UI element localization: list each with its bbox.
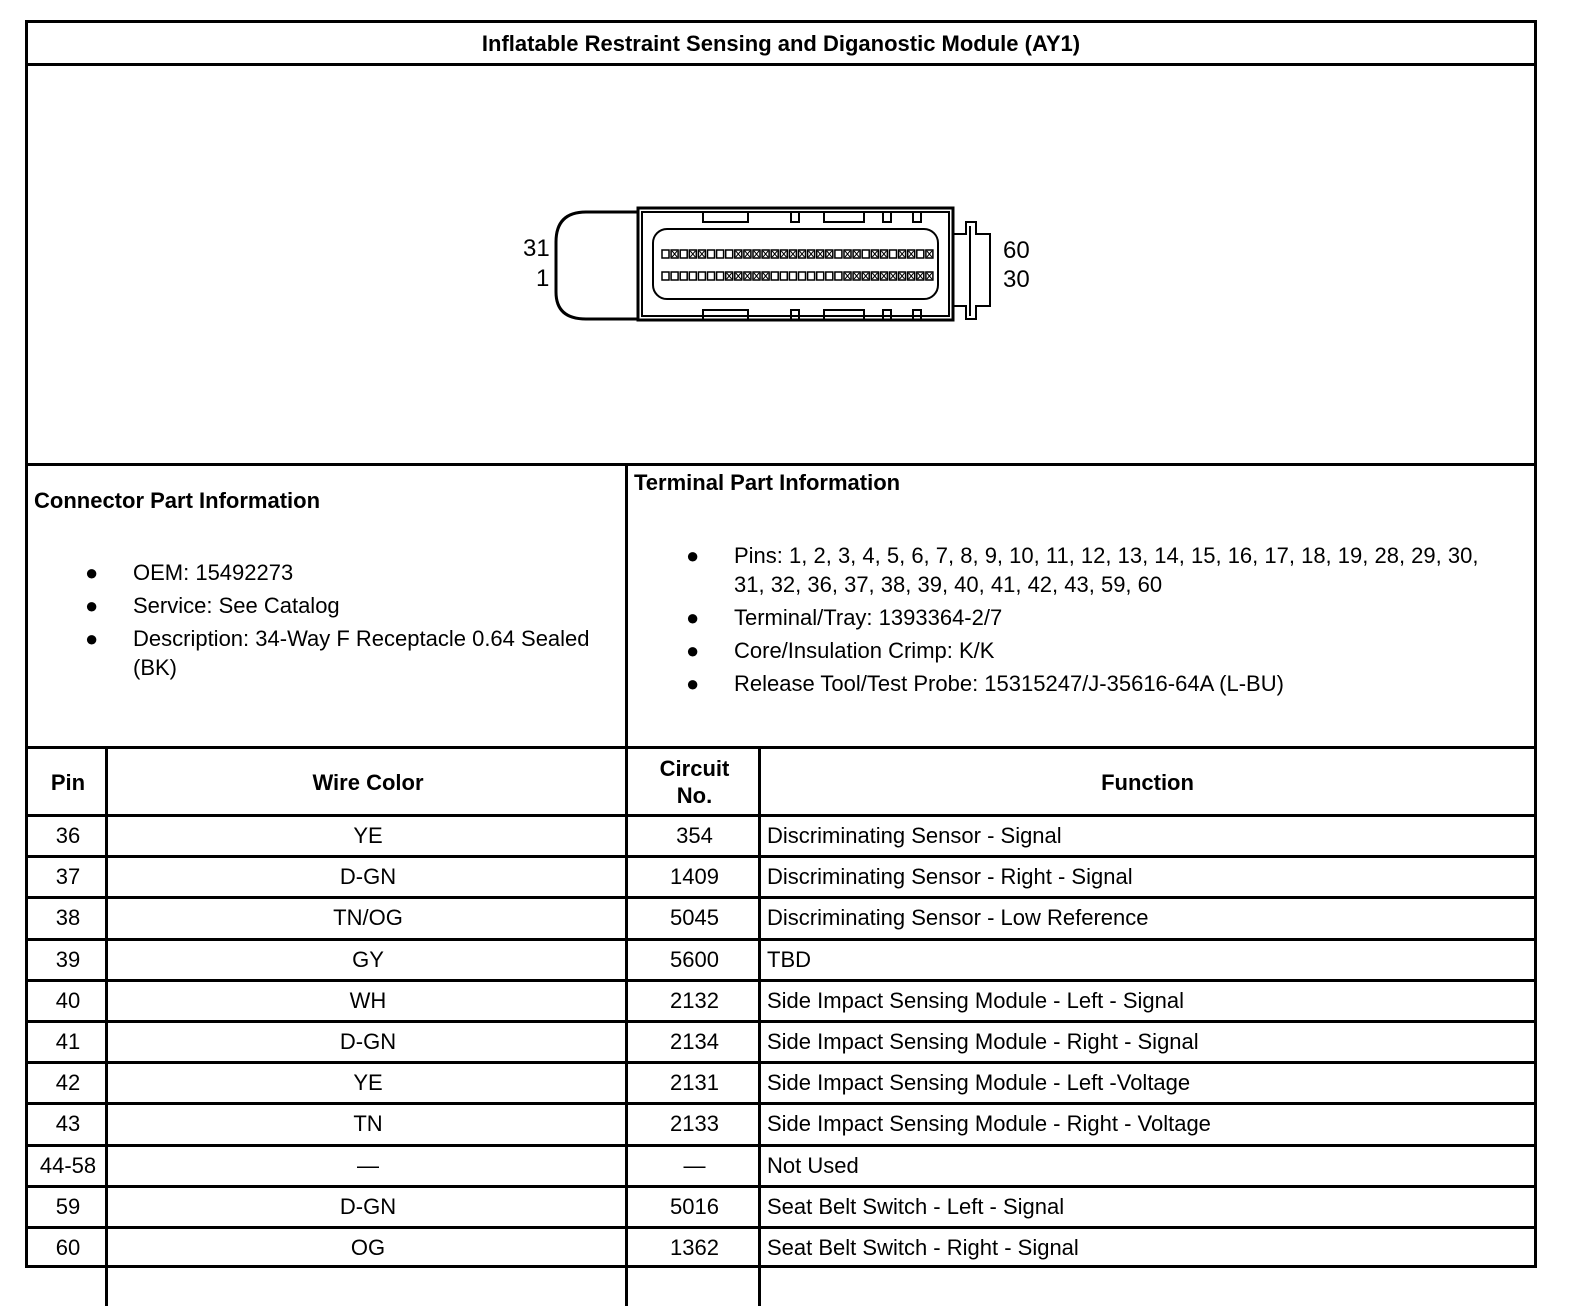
pin-label-31: 31 [523, 235, 550, 262]
terminal-tray-text: Terminal/Tray: 1393364-2/7 [734, 605, 1003, 630]
function-cell: Side Impact Sensing Module - Left -Voltage [767, 1070, 1191, 1096]
header-wire-color: Wire Color [312, 769, 424, 795]
wire-color-cell: TN [353, 1111, 383, 1137]
wire-color-cell: TN/OG [333, 905, 403, 931]
connector-info-heading: Connector Part Information [34, 488, 321, 513]
circuit-cell: 5045 [670, 905, 719, 931]
pin-x-mark [918, 273, 923, 279]
pin-cell: 39 [55, 946, 81, 972]
pin-cell: 60 [55, 1235, 81, 1261]
pin-cavity [826, 272, 833, 280]
wire-color-cell: YE [353, 823, 383, 849]
pin-cell: 44-58 [39, 1152, 97, 1178]
pin-cavity [708, 250, 715, 258]
pin-x-mark [881, 273, 886, 279]
pin-x-mark [881, 251, 886, 257]
page-title: Inflatable Restraint Sensing and Diganostic Module (AY1) [481, 31, 1081, 56]
wire-color-cell: — [357, 1152, 379, 1178]
function-cell: Discriminating Sensor - Right - Signal [767, 864, 1133, 890]
pin-x-mark [727, 273, 732, 279]
pin-cavity [917, 250, 924, 258]
wire-color-cell: D-GN [339, 1193, 397, 1219]
list-item: ● OEM: 15492273 [85, 560, 294, 585]
terminal-info-list [686, 541, 1514, 698]
pin-cavity [698, 272, 705, 280]
divider [28, 463, 1534, 466]
pin-cavity [680, 250, 687, 258]
crimp-text: Core/Insulation Crimp: K/K [734, 638, 995, 663]
wire-color-cell: GY [352, 946, 384, 972]
pin-cavity [726, 250, 733, 258]
pin-x-mark [745, 251, 750, 257]
function-cell: Discriminating Sensor - Signal [767, 823, 1062, 849]
pin-x-mark [909, 273, 914, 279]
function-cell: Side Impact Sensing Module - Left - Signal [767, 987, 1185, 1013]
connector-info-list [85, 558, 593, 682]
pin-x-mark [845, 251, 850, 257]
pin-cell: 36 [55, 823, 81, 849]
circuit-cell: 2132 [670, 987, 719, 1013]
terminal-info-heading: Terminal Part Information [634, 470, 901, 495]
pin-x-mark [854, 251, 859, 257]
list-item: ● Core/Insulation Crimp: K/K [686, 638, 995, 663]
header-circuit-no: Circuit No. [659, 756, 730, 808]
pin-cavity [771, 272, 778, 280]
header-function: Function [1101, 769, 1194, 795]
wire-color-cell: YE [353, 1070, 383, 1096]
pin-cavity [799, 272, 806, 280]
function-cell: Side Impact Sensing Module - Right - Signal [767, 1029, 1199, 1055]
pin-cavity [662, 272, 669, 280]
function-cell: TBD [767, 946, 811, 972]
circuit-cell: 354 [676, 823, 713, 849]
wire-color-cell: D-GN [339, 864, 397, 890]
connector-table [25, 20, 1537, 1268]
header-pin: Pin [50, 769, 86, 795]
pin-cavity [862, 250, 869, 258]
pin-cavity [890, 250, 897, 258]
pin-x-mark [927, 273, 932, 279]
pin-x-mark [736, 251, 741, 257]
pin-x-mark [790, 251, 795, 257]
connector-drawing [28, 66, 1534, 466]
pin-x-mark [900, 251, 905, 257]
pin-cell: 41 [55, 1029, 81, 1055]
pin-x-mark [690, 251, 695, 257]
pin-x-mark [754, 251, 759, 257]
function-cell: Seat Belt Switch - Left - Signal [767, 1193, 1065, 1219]
function-cell: Discriminating Sensor - Low Reference [767, 905, 1149, 931]
circuit-cell: 2134 [670, 1029, 719, 1055]
pin-cavity [789, 272, 796, 280]
pin-x-mark [927, 251, 932, 257]
circuit-cell: 5016 [670, 1193, 719, 1219]
wire-color-cell: WH [349, 987, 387, 1013]
pin-x-mark [872, 251, 877, 257]
pin-x-mark [827, 251, 832, 257]
description-text: Description: 34-Way F Receptacle 0.64 Sealed (BK) [133, 626, 590, 680]
service-text: Service: See Catalog [133, 593, 340, 618]
pin-label-30: 30 [1003, 266, 1030, 293]
pin-x-mark [909, 251, 914, 257]
pin-cell: 38 [55, 905, 81, 931]
pin-cavity [689, 272, 696, 280]
pin-label-1: 1 [536, 265, 550, 292]
pin-x-mark [763, 273, 768, 279]
pin-cavity [808, 272, 815, 280]
list-item: ● Terminal/Tray: 1393364-2/7 [686, 605, 1003, 630]
circuit-cell: 1409 [670, 864, 719, 890]
circuit-cell: 2131 [670, 1070, 719, 1096]
function-cell: Side Impact Sensing Module - Right - Voltage [767, 1111, 1211, 1137]
wire-color-cell: OG [350, 1235, 386, 1261]
pin-cavity [835, 250, 842, 258]
pin-cavity [717, 250, 724, 258]
pin-cell: 43 [55, 1111, 81, 1137]
oem-text: OEM: 15492273 [133, 560, 294, 585]
pin-x-mark [745, 273, 750, 279]
function-cell: Seat Belt Switch - Right - Signal [767, 1235, 1079, 1261]
pin-x-mark [818, 251, 823, 257]
pin-x-mark [900, 273, 905, 279]
pin-x-mark [736, 273, 741, 279]
pin-x-mark [672, 251, 677, 257]
function-cell: Not Used [767, 1152, 859, 1178]
pin-x-mark [845, 273, 850, 279]
list-item: ● Pins: 1, 2, 3, 4, 5, 6, 7, 8, 9, 10, 11, 12, 13, 14, 15, 16, 17, 18, 19, 28, 29, 30, 31, 32, 36, 37, 38, 39, 40, 41, 42, 43, 59, 60 [686, 543, 1479, 597]
list-item: ● Service: See Catalog [85, 593, 340, 618]
connector-diagram [28, 66, 1534, 466]
pin-cell: 40 [55, 987, 81, 1013]
circuit-cell: 1362 [670, 1235, 719, 1261]
pin-label-60: 60 [1003, 237, 1030, 264]
pin-x-mark [809, 251, 814, 257]
release-tool-text: Release Tool/Test Probe: 15315247/J-35616-64A (L-BU) [734, 671, 1284, 696]
list-item: ● Release Tool/Test Probe: 15315247/J-35616-64A (L-BU) [686, 671, 1284, 696]
pin-cavity [717, 272, 724, 280]
pin-cell: 59 [55, 1193, 81, 1219]
pin-x-mark [754, 273, 759, 279]
pin-x-mark [891, 273, 896, 279]
pin-x-mark [699, 251, 704, 257]
pin-cavity [680, 272, 687, 280]
pin-x-mark [800, 251, 805, 257]
pin-cavity [671, 272, 678, 280]
pin-cavity [835, 272, 842, 280]
pin-cavity [817, 272, 824, 280]
circuit-cell: 5600 [670, 946, 719, 972]
circuit-cell: 2133 [670, 1111, 719, 1137]
pin-cell: 37 [55, 864, 81, 890]
pin-cell: 42 [55, 1070, 81, 1096]
pin-x-mark [772, 251, 777, 257]
pins-text: Pins: 1, 2, 3, 4, 5, 6, 7, 8, 9, 10, 11, 12, 13, 14, 15, 16, 17, 18, 19, 28, 29, 30, 31, 32, 36, 37, 38, 39, 40, 41, 42, 43, 59, 60 [734, 543, 1479, 597]
pin-x-mark [763, 251, 768, 257]
pin-x-mark [863, 273, 868, 279]
list-item: ● Description: 34-Way F Receptacle 0.64 Sealed (BK) [85, 626, 590, 680]
wire-color-cell: D-GN [339, 1029, 397, 1055]
pin-x-mark [872, 273, 877, 279]
pin-x-mark [781, 251, 786, 257]
pin-cavity [780, 272, 787, 280]
pin-cavity [662, 250, 669, 258]
pin-x-mark [854, 273, 859, 279]
pin-cavity [708, 272, 715, 280]
circuit-cell: — [683, 1152, 706, 1178]
